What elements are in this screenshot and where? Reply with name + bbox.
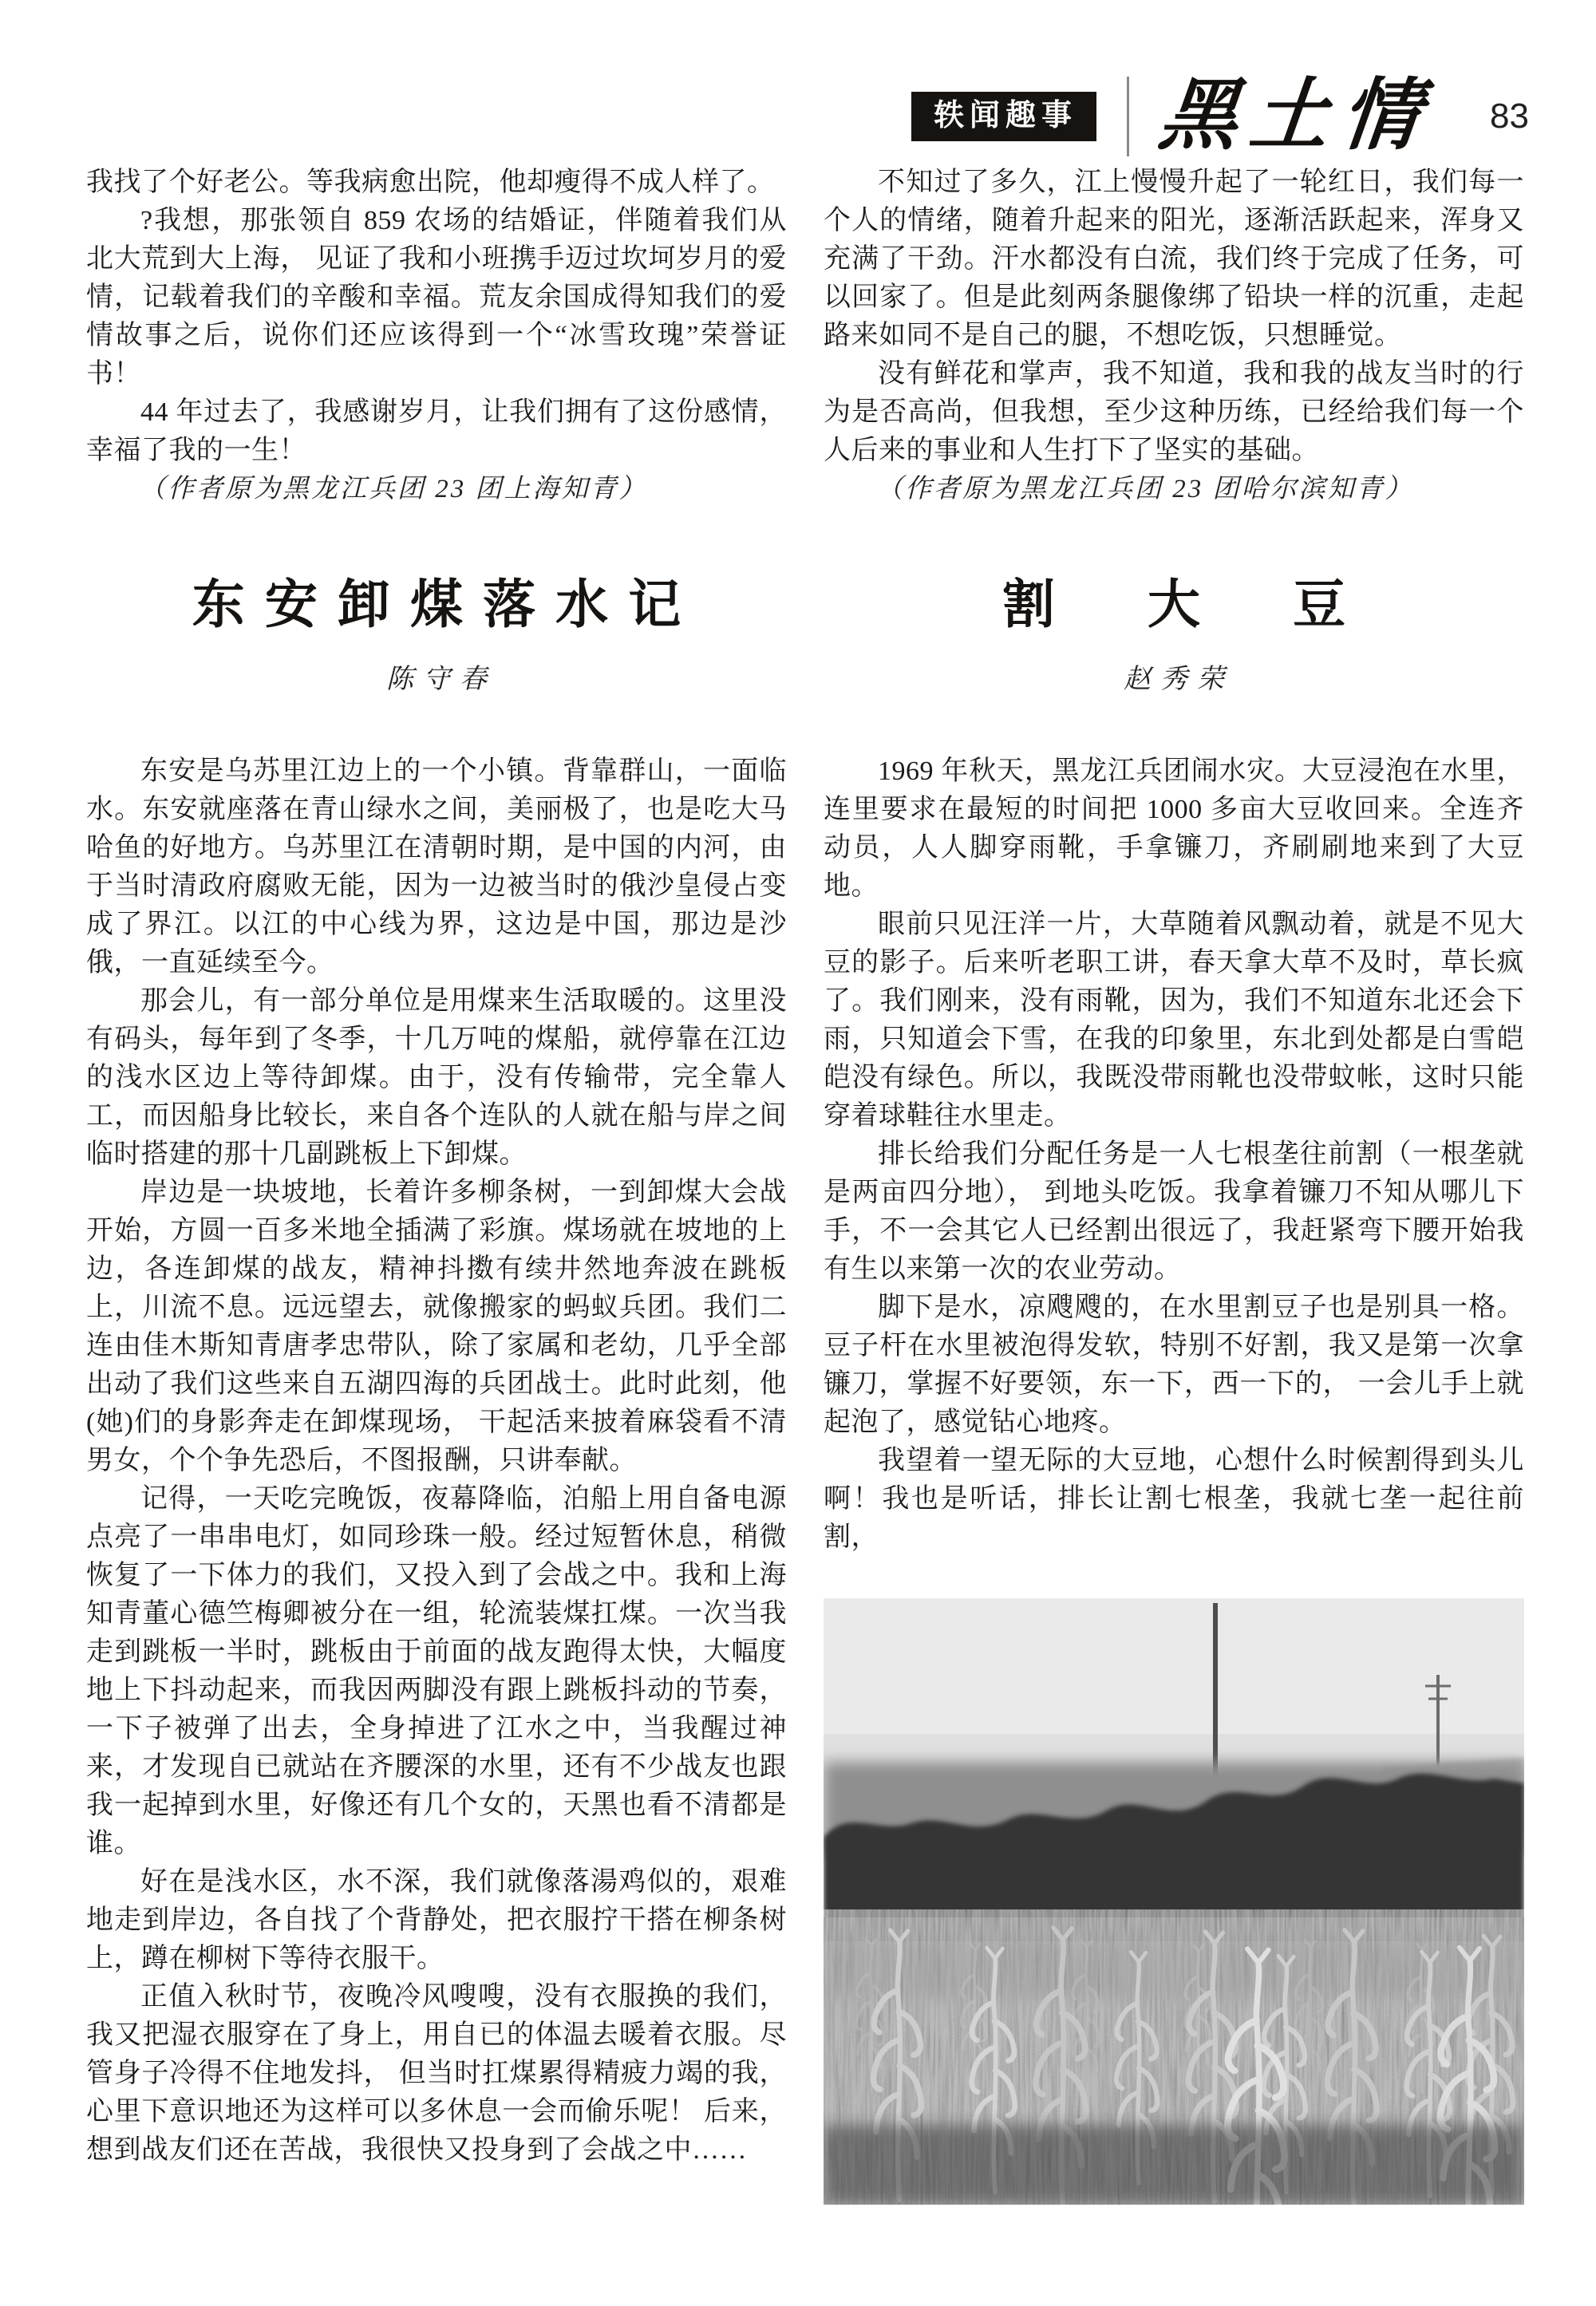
page-number: 83 (1490, 97, 1529, 136)
article-title-left: 东安卸煤落水记 (192, 576, 701, 634)
paragraph: 岸边是一块坡地，长着许多柳条树，一到卸煤大会战开始，方圆一百多米地全插满了彩旗。煤场就在坡地的上边，各连卸煤的战友，精神抖擞有续井然地奔波在跳板上，川流不息。远远望去，就像搬家的蚂蚁兵团。我们二连由佳木斯知青唐孝忠带队，除了家属和老幼，几乎全部出动了我们这些来自五湖四海的兵团战士。此时此刻，他(她)们的身影奔走在卸煤现场， 干起活来披着麻袋看不清男女，个个争先恐后，不图报酬，只讲奉献。 (86, 1178, 787, 1475)
soybean-field-photo (824, 1598, 1524, 2205)
right-prev-article-end (824, 164, 1524, 508)
paragraph: 44 年过去了，我感谢岁月，让我们拥有了这份感情，幸福了我的一生！ (86, 397, 787, 465)
paragraph: 1969 年秋天，黑龙江兵团闹水灾。大豆浸泡在水里，连里要求在最短的时间把 1000 多亩大豆收回来。全连齐动员，人人脚穿雨靴，手拿镰刀，齐刷刷地来到了大豆地。 (824, 756, 1524, 901)
header-divider (1127, 77, 1129, 156)
right-column (824, 164, 1524, 2205)
page-header (86, 69, 1529, 164)
paragraph: 不知过了多久，江上慢慢升起了一轮红日，我们每一个人的情绪，随着升起来的阳光，逐渐活跃起来，浑身又充满了干劲。汗水都没有白流，我们终于完成了任务，可以回家了。但是此刻两条腿像绑了铅块一样的沉重，走起路来如同不是自己的腿，不想吃饭，只想睡觉。 (824, 168, 1524, 350)
paragraph: 排长给我们分配任务是一人七根垄往前割（一根垄就是两亩四分地）， 到地头吃饭。我拿着镰刀不知从哪儿下手，不一会其它人已经割出很远了，我赶紧弯下腰开始我有生以来第一次的农业劳动。 (824, 1139, 1524, 1284)
author-attribution: （作者原为黑龙江兵团 23 团上海知青） (139, 475, 648, 503)
paragraph: ?我想，那张领自 859 农场的结婚证，伴随着我们从北大荒到大上海， 见证了我和小班携手迈过坎坷岁月的爱情，记载着我们的辛酸和幸福。荒友余国成得知我们的爱情故事之后，说你们还应该得到一个“冰雪玫瑰”荣誉证书！ (86, 206, 787, 389)
paragraph: 我望着一望无际的大豆地，心想什么时候割得到头儿啊！我也是听话，排长让割七根垄，我就七垄一起往前割， (824, 1446, 1524, 1552)
paragraph: 脚下是水，凉飕飕的，在水里割豆子也是别具一格。豆子杆在水里被泡得发软，特别不好割，我又是第一次拿镰刀，掌握不好要领，东一下，西一下的， 一会儿手上就起泡了，感觉钻心地疼。 (824, 1293, 1524, 1437)
paragraph: 没有鲜花和掌声，我不知道，我和我的战友当时的行为是否高尚，但我想，至少这种历练，已经给我们每一个人后来的事业和人生打下了坚实的基础。 (824, 359, 1524, 465)
paragraph: 记得，一天吃完晚饭，夜幕降临，泊船上用自备电源点亮了一串串电灯，如同珍珠一般。经过短暂休息，稍微恢复了一下体力的我们，又投入到了会战之中。我和上海知青董心德竺梅卿被分在一组，轮流装煤扛煤。一次当我走到跳板一半时，跳板由于前面的战友跑得太快，大幅度地上下抖动起来，而我因两脚没有跟上跳板抖动的节奏，一下子被弹了出去，全身掉进了江水之中，当我醒过神来，才发现自已就站在齐腰深的水里，还有不少战友也跟我一起掉到水里，好像还有几个女的，天黑也看不清都是谁。 (86, 1484, 787, 1858)
paragraph: 我找了个好老公。等我病愈出院，他却瘦得不成人样了。 (86, 168, 775, 197)
right-article-body (824, 752, 1524, 1557)
two-column-layout (86, 164, 1524, 2205)
paragraph: 眼前只见汪洋一片，大草随着风飘动着，就是不见大豆的影子。后来听老职工讲，春天拿大草不及时，草长疯了。我们刚来，没有雨靴，因为，我们不知道东北还会下雨，只知道会下雪，在我的印象里，东北到处都是白雪皑皑没有绿色。所以，我既没带雨靴也没带蚊帐，这时只能穿着球鞋往水里走。 (824, 910, 1524, 1131)
author-attribution: （作者原为黑龙江兵团 23 团哈尔滨知青） (876, 475, 1414, 503)
paragraph: 好在是浅水区，水不深，我们就像落湯鸡似的，艰难地走到岸边，各自找了个背静处，把衣服拧干搭在柳条树上，蹲在柳树下等待衣服干。 (86, 1867, 787, 1973)
left-prev-article-end (86, 164, 787, 508)
left-column (86, 164, 787, 2205)
left-article-body (86, 752, 787, 2170)
section-tag: 轶闻趣事 (911, 92, 1096, 141)
article-author-right: 赵秀荣 (1124, 665, 1234, 694)
paragraph: 东安是乌苏里江边上的一个小镇。背靠群山，一面临水。东安就座落在青山绿水之间，美丽极了，也是吃大马哈鱼的好地方。乌苏里江在清朝时期，是中国的内河，由于当时清政府腐败无能，因为一边被当时的俄沙皇侵占变成了界江。以江的中心线为界，这边是中国，那边是沙俄，一直延续至今。 (86, 756, 787, 977)
magazine-title: 黑土情 (1155, 73, 1437, 160)
article-author-left: 陈守春 (386, 665, 496, 694)
paragraph: 正值入秋时节，夜晚冷风嗖嗖，没有衣服换的我们，我又把湿衣服穿在了身上，用自已的体温去暖着衣服。尽管身子冷得不住地发抖， 但当时扛煤累得精疲力竭的我，心里下意识地还为这样可以多休息一会而偷乐呢！ 后来，想到战友们还在苦战，我很快又投身到了会战之中…… (86, 1982, 787, 2165)
paragraph: 那会儿，有一部分单位是用煤来生活取暖的。这里没有码头，每年到了冬季，十几万吨的煤船，就停靠在江边的浅水区边上等待卸煤。由于，没有传输带，完全靠人工，而因船身比较长，来自各个连队的人就在船与岸之间临时搭建的那十几副跳板上下卸煤。 (86, 986, 787, 1169)
article-title-right: 割 大 豆 (1001, 576, 1366, 634)
